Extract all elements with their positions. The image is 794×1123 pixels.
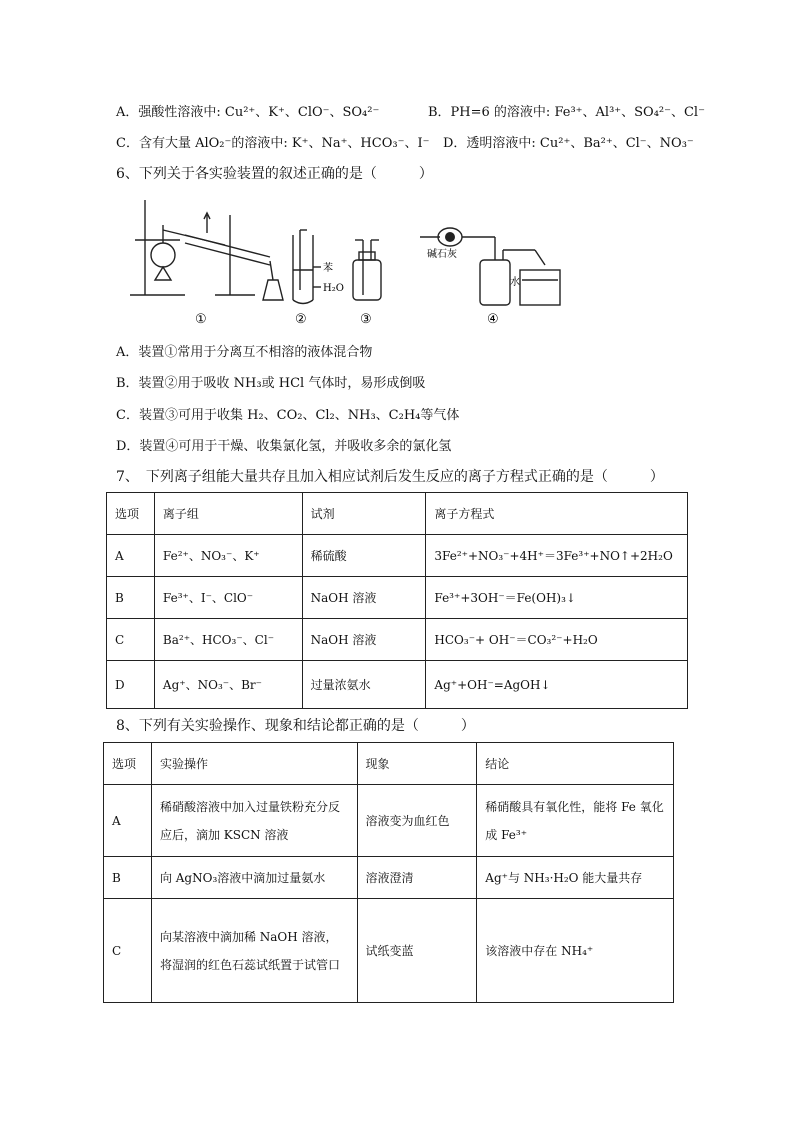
table-cell: 过量浓氨水 [302, 661, 426, 709]
table-cell: Fe³⁺+3OH⁻＝Fe(OH)₃↓ [426, 577, 688, 619]
table-row [107, 535, 688, 577]
table-cell: D [107, 661, 155, 709]
table-row [104, 785, 674, 857]
table-cell: 该溶液中存在 NH₄⁺ [477, 899, 674, 1003]
table-cell: Ag⁺、NO₃⁻、Br⁻ [154, 661, 302, 709]
q5-option-b: B．PH=6 的溶液中: Fe³⁺、Al³⁺、SO₄²⁻、Cl⁻ [428, 105, 705, 120]
q8-title: 8、下列有关实验操作、现象和结论都正确的是（ ） [116, 718, 475, 734]
header-cell: 现象 [357, 743, 477, 785]
table-cell: Ag⁺+OH⁻=AgOH↓ [426, 661, 688, 709]
table-cell: A [104, 785, 152, 857]
q5-option-c: C．含有大量 AlO₂⁻的溶液中: K⁺、Na⁺、HCO₃⁻、I⁻ [116, 136, 430, 151]
header-cell: 实验操作 [151, 743, 357, 785]
soda-lime-fill [445, 232, 455, 242]
table-cell: C [107, 619, 155, 661]
header-cell: 离子组 [154, 493, 302, 535]
q6-option-a: A．装置①常用于分离互不相溶的液体混合物 [116, 345, 373, 360]
header-cell: 结论 [477, 743, 674, 785]
table-cell: NaOH 溶液 [302, 577, 426, 619]
table-header-row [107, 493, 688, 535]
table-row [104, 899, 674, 1003]
table-cell: 稀硝酸具有氧化性，能将 Fe 氧化成 Fe³⁺ [477, 785, 674, 857]
table-row [107, 577, 688, 619]
table-cell: 向 AgNO₃溶液中滴加过量氨水 [151, 857, 357, 899]
apparatus-3-number: ③ [360, 312, 372, 327]
table-cell: 溶液澄清 [357, 857, 477, 899]
q7-title: 7、 下列离子组能大量共存且加入相应试剂后发生反应的离子方程式正确的是（ ） [116, 469, 664, 485]
table-header-row [104, 743, 674, 785]
table-row [104, 857, 674, 899]
table-cell: Fe³⁺、I⁻、ClO⁻ [154, 577, 302, 619]
table-cell: NaOH 溶液 [302, 619, 426, 661]
q8-table [103, 742, 674, 1003]
table-cell: Ag⁺与 NH₃·H₂O 能大量共存 [477, 857, 674, 899]
apparatus-4-number: ④ [487, 312, 499, 327]
table-cell: HCO₃⁻+ OH⁻＝CO₃²⁻+H₂O [426, 619, 688, 661]
q6-option-c: C．装置③可用于收集 H₂、CO₂、Cl₂、NH₃、C₂H₄等气体 [116, 408, 460, 423]
header-cell: 选项 [104, 743, 152, 785]
table-cell: B [104, 857, 152, 899]
water-label: H₂O [323, 283, 344, 294]
table-cell: 向某溶液中滴加稀 NaOH 溶液，将湿润的红色石蕊试纸置于试管口 [151, 899, 357, 1003]
table-row [107, 661, 688, 709]
q6-title: 6、下列关于各实验装置的叙述正确的是（ ） [116, 166, 433, 182]
table-cell: 试纸变蓝 [357, 899, 477, 1003]
table-cell: Ba²⁺、HCO₃⁻、Cl⁻ [154, 619, 302, 661]
soda-lime-label: 碱石灰 [427, 249, 457, 260]
q7-table [106, 492, 688, 709]
q5-option-a: A．强酸性溶液中: Cu²⁺、K⁺、ClO⁻、SO₄²⁻ [116, 105, 380, 120]
table-cell: C [104, 899, 152, 1003]
benzene-label: 苯 [323, 263, 333, 274]
q5-option-d: D．透明溶液中: Cu²⁺、Ba²⁺、Cl⁻、NO₃⁻ [443, 136, 694, 151]
table-cell: 溶液变为血红色 [357, 785, 477, 857]
water2-label: 水 [510, 277, 520, 288]
q6-option-d: D．装置④可用于干燥、收集氯化氢，并吸收多余的氯化氢 [116, 439, 452, 454]
header-cell: 试剂 [302, 493, 426, 535]
q6-apparatus-figure [125, 195, 565, 330]
table-cell: B [107, 577, 155, 619]
table-row [107, 619, 688, 661]
header-cell: 选项 [107, 493, 155, 535]
apparatus-1-number: ① [195, 312, 207, 327]
table-cell: A [107, 535, 155, 577]
table-cell: 3Fe²⁺+NO₃⁻+4H⁺＝3Fe³⁺+NO↑+2H₂O [426, 535, 688, 577]
header-cell: 离子方程式 [426, 493, 688, 535]
apparatus-1-distillation [130, 200, 283, 300]
table-cell: Fe²⁺、NO₃⁻、K⁺ [154, 535, 302, 577]
q6-option-b: B．装置②用于吸收 NH₃或 HCl 气体时，易形成倒吸 [116, 376, 426, 391]
apparatus-4-dry-collect-absorb [420, 228, 560, 305]
table-cell: 稀硫酸 [302, 535, 426, 577]
apparatus-2-absorption [293, 230, 321, 304]
table-cell: 稀硝酸溶液中加入过量铁粉充分反应后，滴加 KSCN 溶液 [151, 785, 357, 857]
apparatus-3-gas-bottle [353, 240, 381, 300]
apparatus-2-number: ② [295, 312, 307, 327]
